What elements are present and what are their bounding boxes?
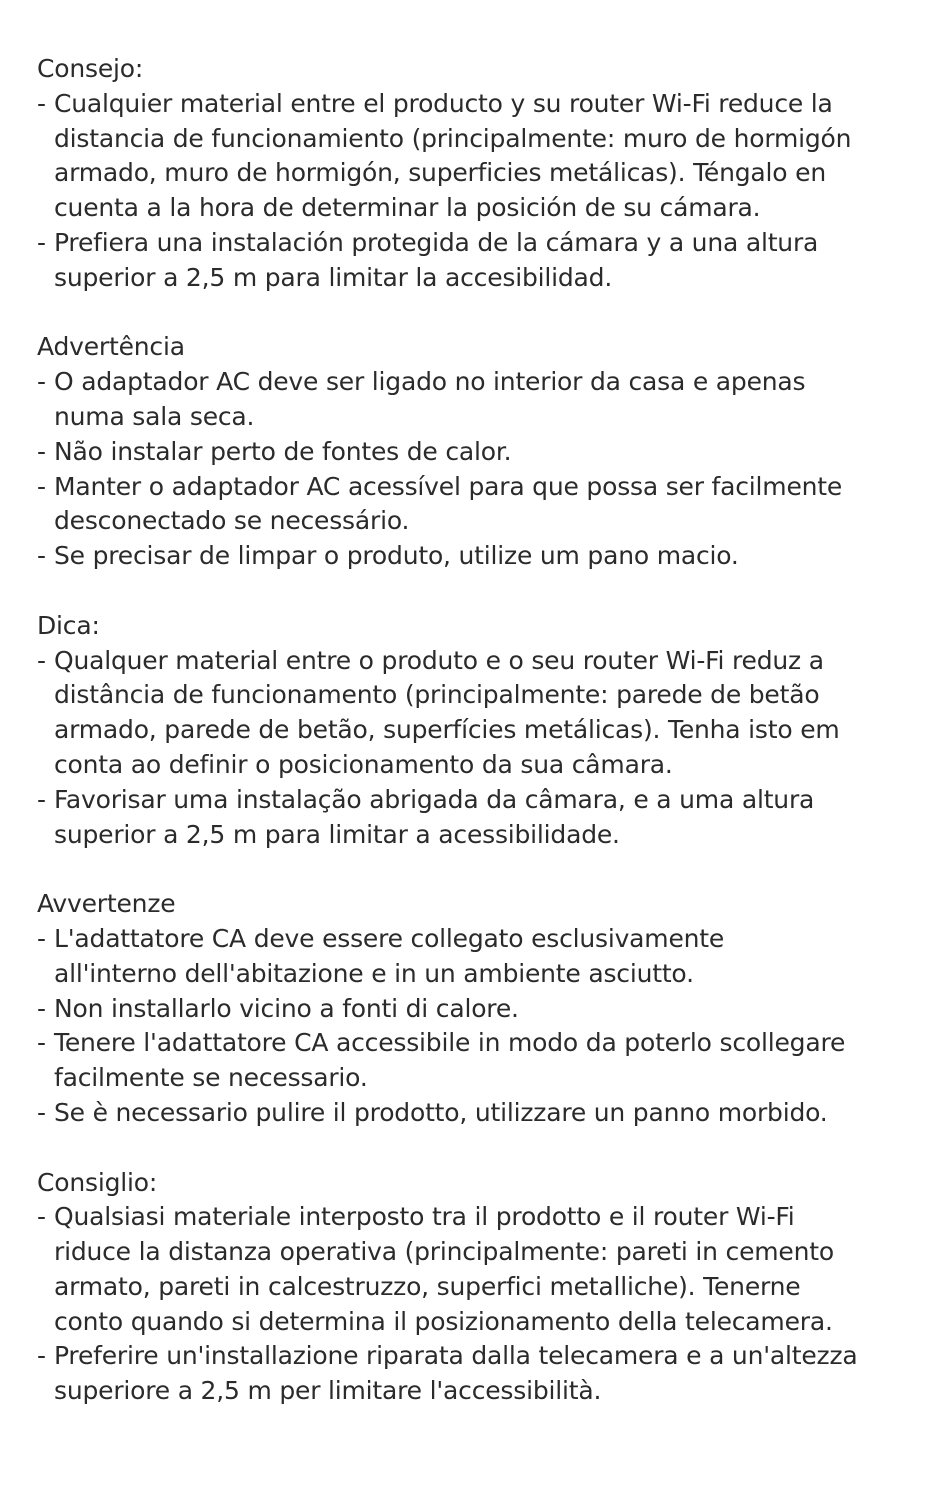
section-heading: Avvertenze	[37, 889, 176, 919]
bullet-list	[37, 644, 930, 853]
bullet-list	[37, 365, 930, 574]
list-item: - Se è necessario pulire il prodotto, utilizzare un panno morbido.	[37, 1096, 930, 1131]
list-item: - Preferire un'installazione riparata dalla telecamera e a un'altezza superiore a 2,5 m per limitare l'accessibilità.	[37, 1339, 930, 1409]
section-consiglio	[37, 1166, 930, 1410]
list-item: - O adaptador AC deve ser ligado no interior da casa e apenas numa sala seca.	[37, 365, 930, 435]
list-item: - Não instalar perto de fontes de calor.	[37, 435, 930, 470]
section-heading: Dica:	[37, 610, 100, 640]
section-avvertenze	[37, 887, 930, 1131]
list-item: - Se precisar de limpar o produto, utilize um pano macio.	[37, 539, 930, 574]
section-heading: Consejo:	[37, 54, 144, 83]
list-item: - Favorisar uma instalação abrigada da câmara, e a uma altura superior a 2,5 m para limitar a acessibilidade.	[37, 783, 930, 853]
section-advertencia	[37, 330, 930, 574]
bullet-list	[37, 87, 930, 296]
list-item: - Manter o adaptador AC acessível para que possa ser facilmente desconectado se necessário.	[37, 470, 930, 540]
section-dica	[37, 609, 930, 853]
list-item: - Tenere l'adattatore CA accessibile in modo da poterlo scollegare facilmente se necessario.	[37, 1026, 930, 1096]
list-item: - Qualsiasi materiale interposto tra il prodotto e il router Wi-Fi riduce la distanza operativa (principalmente: pareti in cemento armato, pareti in calcestruzzo, superfici metalliche). Tenerne conto quando si determina il posizionamento della telecamera.	[37, 1200, 930, 1339]
section-heading: Consiglio:	[37, 1167, 158, 1197]
section-consejo	[37, 52, 930, 296]
list-item: - Non installarlo vicino a fonti di calore.	[37, 992, 930, 1027]
bullet-list	[37, 1200, 930, 1409]
list-item: - Cualquier material entre el producto y su router Wi-Fi reduce la distancia de funcionamiento (principalmente: muro de hormigón armado, muro de hormigón, superficies metálicas). Téngalo en cuenta a la hora de determinar la posición de su cámara.	[37, 87, 930, 226]
bullet-list	[37, 922, 930, 1131]
list-item: - Prefiera una instalación protegida de la cámara y a una altura superior a 2,5 m para limitar la accesibilidad.	[37, 226, 930, 296]
section-heading: Advertência	[37, 332, 185, 362]
list-item: - L'adattatore CA deve essere collegato esclusivamente all'interno dell'abitazione e in un ambiente asciutto.	[37, 922, 930, 992]
list-item: - Qualquer material entre o produto e o seu router Wi-Fi reduz a distância de funcionamento (principalmente: parede de betão armado, parede de betão, superfícies metálicas). Tenha isto em conta ao definir o posicionamento da sua câmara.	[37, 644, 930, 783]
